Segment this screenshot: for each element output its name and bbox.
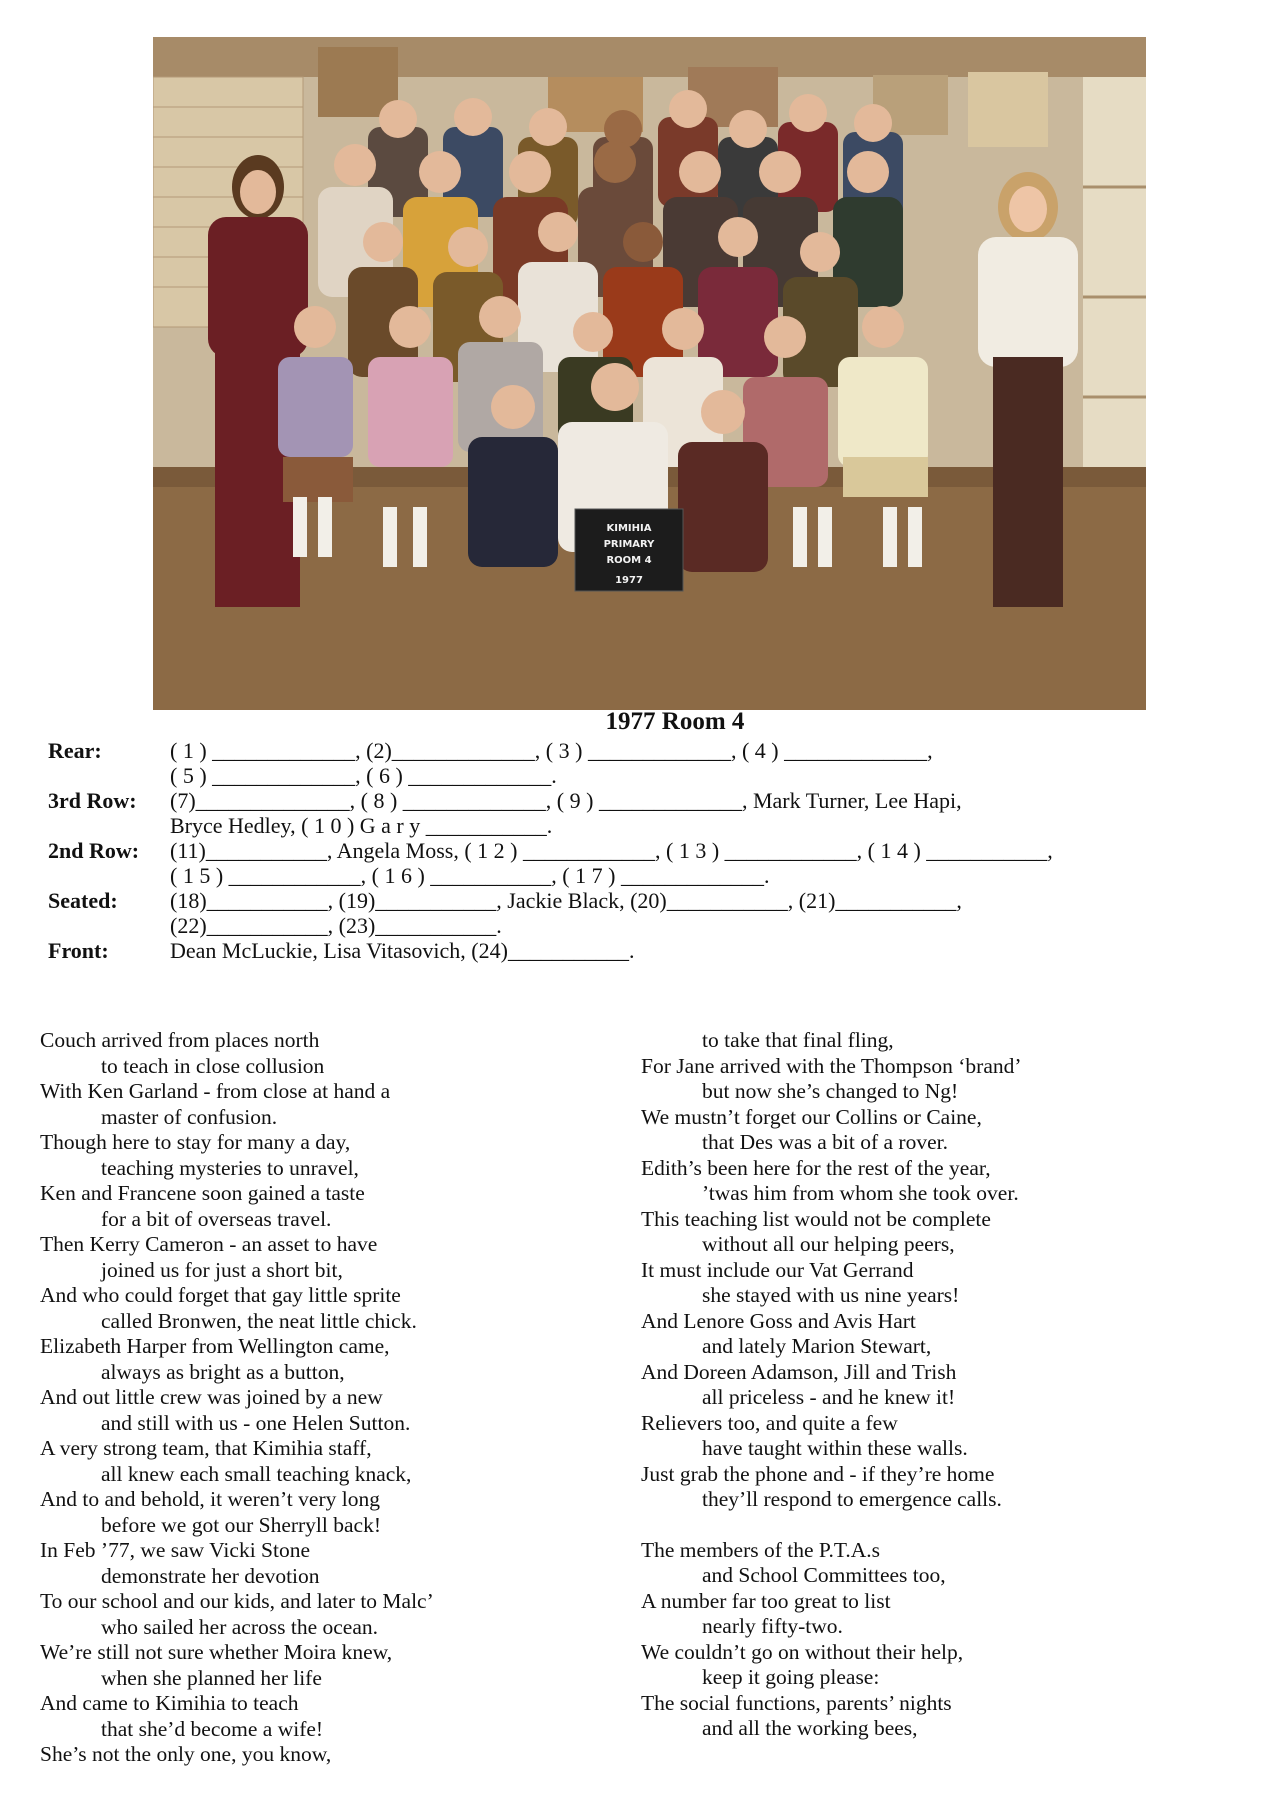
poem-line: We mustn’t forget our Collins or Caine, <box>641 1104 982 1129</box>
poem-line: And came to Kimihia to teach <box>40 1691 299 1715</box>
stanza-gap <box>641 1513 1022 1538</box>
poem-line: that Des was a bit of a rover. <box>702 1130 948 1154</box>
poem-line: master of confusion. <box>101 1104 278 1129</box>
poem-line: but now she’s changed to Ng! <box>702 1079 959 1103</box>
poem-line: Relievers too, and quite a few <box>641 1410 898 1435</box>
poem-line: We couldn’t go on without their help, <box>641 1639 964 1664</box>
poem-line: Couch arrived from places north <box>40 1028 320 1052</box>
poem-line: This teaching list would not be complete <box>641 1206 991 1231</box>
poem-line: all priceless - and he knew it! <box>702 1385 956 1409</box>
row-names: (18)___________, (19)___________, Jackie Black, (20)___________, (21)___________, <box>170 888 962 913</box>
poem-line: The members of the P.T.A.s <box>641 1537 881 1562</box>
poem-line: ’twas him from whom she took over. <box>702 1181 1019 1205</box>
poem-line: To our school and our kids, and later to Malc’ <box>40 1589 434 1613</box>
poem-line: And who could forget that gay little sprite <box>40 1283 401 1307</box>
row-label: Front: <box>48 938 109 963</box>
poem-line: Elizabeth Harper from Wellington came, <box>40 1334 390 1358</box>
row-names: (22)___________, (23)___________. <box>170 913 502 938</box>
poem-line: And out little crew was joined by a new <box>40 1385 383 1409</box>
poem-line: they’ll respond to emergence calls. <box>702 1487 1002 1511</box>
poem-line: always as bright as a button, <box>101 1359 345 1384</box>
poem-line: she stayed with us nine years! <box>702 1283 960 1307</box>
poem-line: when she planned her life <box>101 1665 322 1690</box>
poem-line: nearly fifty-two. <box>702 1614 843 1638</box>
poem-line: all knew each small teaching knack, <box>101 1461 412 1486</box>
class-photo-image <box>153 37 1146 710</box>
poem-line: We’re still not sure whether Moira knew, <box>40 1640 393 1664</box>
poem-left-column <box>40 1028 434 1768</box>
poem-line: for a bit of overseas travel. <box>101 1206 332 1231</box>
sign-line-3: ROOM 4 <box>606 555 652 566</box>
poem-line: keep it going please: <box>702 1665 880 1689</box>
poem-line: And Lenore Goss and Avis Hart <box>641 1308 916 1333</box>
row-label: Seated: <box>48 888 118 913</box>
row-names: (7)______________, ( 8 ) _____________, ( 9 ) _____________, Mark Turner, Lee Hapi, <box>170 788 962 813</box>
poem-line: Then Kerry Cameron - an asset to have <box>40 1232 378 1256</box>
row-names: Bryce Hedley, ( 1 0 ) G a r y ___________. <box>170 813 553 838</box>
row-names: ( 5 ) _____________, ( 6 ) _____________. <box>170 763 557 788</box>
poem-line: who sailed her across the ocean. <box>101 1614 379 1639</box>
row-label: 3rd Row: <box>48 788 137 813</box>
poem-line: Just grab the phone and - if they’re home <box>641 1461 995 1486</box>
poem-line: In Feb ’77, we saw Vicki Stone <box>40 1538 311 1562</box>
poem-line: Ken and Francene soon gained a taste <box>40 1181 365 1205</box>
poem-line: and lately Marion Stewart, <box>702 1334 932 1358</box>
poem-line: A very strong team, that Kimihia staff, <box>40 1436 372 1460</box>
poem-line: For Jane arrived with the Thompson ‘brand’ <box>641 1053 1022 1078</box>
sign-line-4: 1977 <box>615 575 643 586</box>
poem-line: demonstrate her devotion <box>101 1563 320 1588</box>
row-names: ( 1 5 ) ____________, ( 1 6 ) ___________, ( 1 7 ) _____________. <box>170 863 770 888</box>
poem-line: With Ken Garland - from close at hand a <box>40 1079 391 1103</box>
photo-caption: 1977 Room 4 <box>605 708 745 735</box>
poem-line: that she’d become a wife! <box>101 1716 324 1741</box>
poem-line: She’s not the only one, you know, <box>40 1742 332 1766</box>
poem-line: and all the working bees, <box>702 1716 918 1740</box>
class-photo <box>153 37 1146 710</box>
poem-line: It must include our Vat Gerrand <box>641 1257 914 1282</box>
sign-line-1: KIMIHIA <box>606 523 652 534</box>
poem-line: Though here to stay for many a day, <box>40 1130 351 1154</box>
poem-line: joined us for just a short bit, <box>101 1257 343 1282</box>
poem-line: before we got our Sherryll back! <box>101 1512 381 1537</box>
poem-line: and still with us - one Helen Sutton. <box>101 1410 411 1435</box>
row-names: Dean McLuckie, Lisa Vitasovich, (24)___________. <box>170 938 635 963</box>
row-names: (11)___________, Angela Moss, ( 1 2 ) ____________, ( 1 3 ) ____________, ( 1 4 ) ___________, <box>170 838 1053 863</box>
poem-line: to teach in close collusion <box>101 1053 325 1078</box>
poem-line: And Doreen Adamson, Jill and Trish <box>641 1359 957 1384</box>
poem-line: The social functions, parents’ nights <box>641 1690 952 1715</box>
poem-line: A number far too great to list <box>641 1588 891 1613</box>
poem-line: without all our helping peers, <box>702 1232 955 1256</box>
row-names: ( 1 ) _____________, (2)_____________, ( 3 ) _____________, ( 4 ) _____________, <box>170 738 933 763</box>
sign-line-2: PRIMARY <box>603 539 655 550</box>
poem-line: called Bronwen, the neat little chick. <box>101 1308 417 1333</box>
poem-line: to take that final fling, <box>702 1028 894 1052</box>
poem-line: and School Committees too, <box>702 1563 946 1587</box>
poem-line: teaching mysteries to unravel, <box>101 1155 359 1180</box>
row-label: Rear: <box>48 738 102 763</box>
row-label: 2nd Row: <box>48 838 140 863</box>
poem-line: Edith’s been here for the rest of the year, <box>641 1155 991 1180</box>
poem-line: And to and behold, it weren’t very long <box>40 1487 380 1511</box>
poem-right-column <box>641 1028 1022 1742</box>
poem-line: have taught within these walls. <box>702 1436 968 1460</box>
